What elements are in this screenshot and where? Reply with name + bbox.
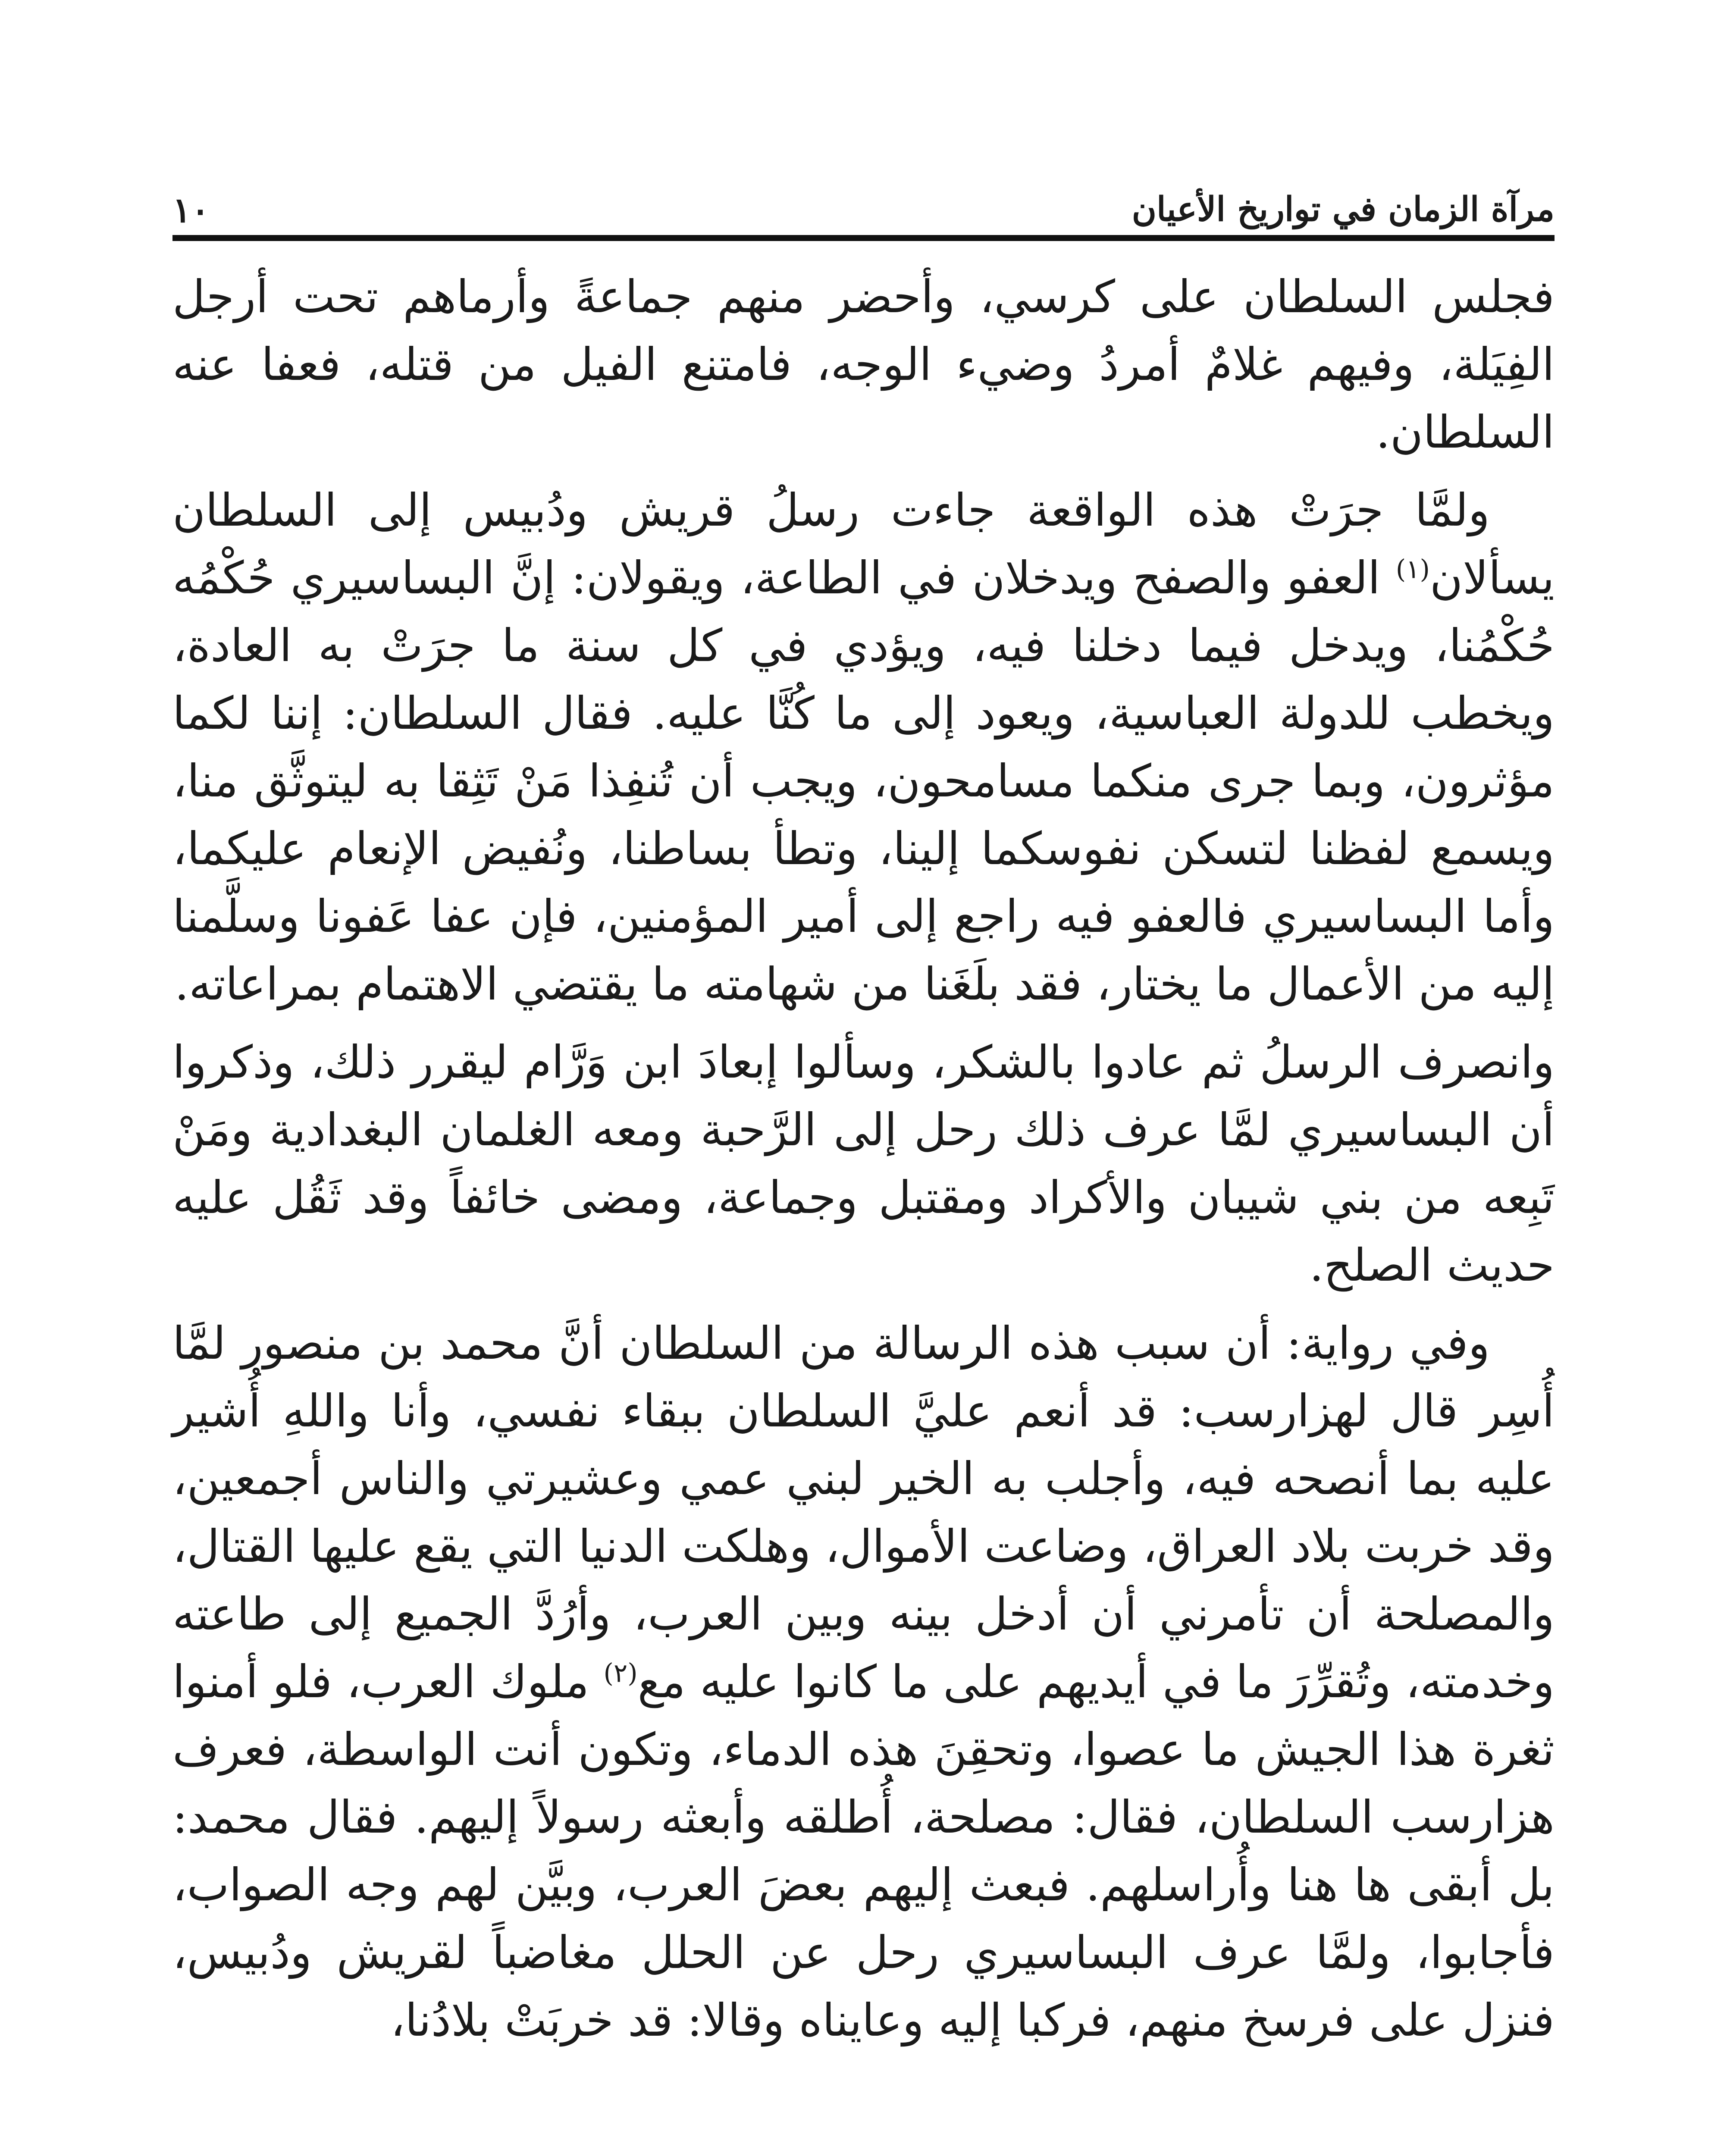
header-rule	[172, 235, 1555, 241]
paragraph: فجلس السلطان على كرسي، وأحضر منهم جماعةً وأرماهم تحت أرجل الفِيَلة، وفيهم غلامٌ أمردُ وضيء الوجه، فامتنع الفيل من قتله، فعفا عنه السلطان.	[172, 270, 1555, 458]
running-title: مرآة الزمان في تواريخ الأعيان	[1131, 190, 1555, 229]
paragraph: وانصرف الرسلُ ثم عادوا بالشكر، وسألوا إبعادَ ابن وَرَّام ليقرر ذلك، وذكروا أن البساسيري لمَّا عرف ذلك رحل إلى الرَّحبة ومعه الغلمان البغدادية ومَنْ تَبِعه من بني شيبان والأكراد ومقتبل وجماعة، ومضى خائفاً وقد ثَقُل عليه حديث الصلح.	[172, 1036, 1555, 1291]
paragraph-text: العفو والصفح ويدخلان في الطاعة، ويقولان: إنَّ البساسيري حُكْمُه حُكْمُنا، ويدخل فيما دخلنا فيه، ويؤدي في كل سنة ما جرَتْ به العادة، ويخطب للدولة العباسية، ويعود إلى ما كُنَّا عليه. فقال السلطان: إننا لكما مؤثرون، وبما جرى منكما مسامحون، ويجب أن تُنفِذا مَنْ تَثِقا به ليتوثَّق منا، ويسمع لفظنا لتسكن نفوسكما إلينا، وتطأ بساطنا، ونُفيض الإنعام عليكما، وأما البساسيري فالعفو فيه راجع إلى أمير المؤمنين، فإن عفا عَفونا وسلَّمنا إليه من الأعمال ما يختار، فقد بلَغَنا من شهامته ما يقتضي الاهتمام بمراعاته.	[172, 552, 1555, 1010]
paragraph	[172, 1310, 1555, 2054]
footnote-ref: (٢)	[603, 1658, 638, 1689]
footnote-ref: (١)	[1395, 554, 1430, 585]
page-header	[172, 172, 1555, 237]
paragraph	[172, 476, 1555, 1018]
page-number: ١٠	[172, 190, 210, 230]
paragraph-text: ولمَّا جرَتْ هذه الواقعة جاءت رسلُ قريش ودُبيس إلى السلطان يسألان	[172, 484, 1555, 604]
main-text	[172, 263, 1555, 2054]
paragraph-text: وفي رواية: أن سبب هذه الرسالة من السلطان أنَّ محمد بن منصور لمَّا أُسِر قال لهزارسب: قد أنعم عليَّ السلطان ببقاء نفسي، وأنا واللهِ أُشير عليه بما أنصحه فيه، وأجلب به الخير لبني عمي وعشيرتي والناس أجمعين، وقد خربت بلاد العراق، وضاعت الأموال، وهلكت الدنيا التي يقع عليها القتال، والمصلحة أن تأمرني أن أدخل بينه وبين العرب، وأرُدَّ الجميع إلى طاعته وخدمته، وتُقرِّرَ ما في أيديهم على ما كانوا عليه مع	[172, 1317, 1555, 1708]
paragraph-text: ملوك العرب، فلو أمنوا ثغرة هذا الجيش ما عصوا، وتحقِنَ هذه الدماء، وتكون أنت الواسطة، فعرف هزارسب السلطان، فقال: مصلحة، أُطلقه وأبعثه رسولاً إليهم. فقال محمد: بل أبقى ها هنا وأُراسلهم. فبعث إليهم بعضَ العرب، وبيَّن لهم وجه الصواب، فأجابوا، ولمَّا عرف البساسيري رحل عن الحلل مغاضباً لقريش ودُبيس، فنزل على فرسخ منهم، فركبا إليه وعايناه وقالا: قد خربَتْ بلادُنا،	[172, 1655, 1555, 2046]
